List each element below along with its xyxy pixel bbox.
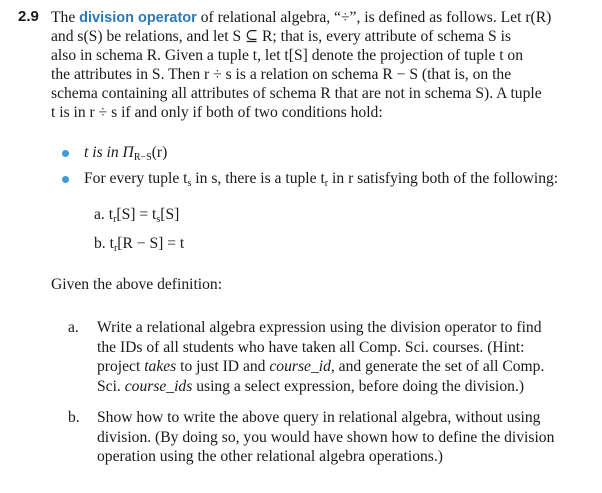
intro-line-5: schema containing all attributes of schema R that are not in schema S). A tuple	[51, 85, 542, 102]
question-a-label: a.	[68, 319, 79, 336]
bullet-1: t is in $\Pi_{R-S}(r)$	[84, 144, 168, 163]
question-a-line-1: Write a relational algebra expression using the division operator to find	[97, 319, 542, 336]
question-a-line-2: the IDs of all students who have taken all Comp. Sci. courses. (Hint:	[97, 338, 525, 356]
question-a-line-3: project takes to just ID and course_id, and generate the set of all Comp.	[97, 358, 545, 375]
intro-line-6: t is in r ÷ s if and only if both of two conditions hold:	[51, 104, 383, 121]
given-line: Given the above definition:	[51, 276, 223, 293]
question-b-label: b.	[68, 409, 80, 426]
intro-line-4: the attributes in S. Then r ÷ s is a relation on schema R − S (that is, on the	[51, 66, 512, 83]
question-b-line-1: Show how to write the above query in relational algebra, without using	[97, 409, 541, 426]
division-operator-term: division operator	[79, 10, 197, 26]
condition-b: b. $t_r[R - S] = t$	[94, 235, 185, 254]
question-b-line-3: operation using the other relational algebra operations.)	[97, 448, 443, 465]
bullet-dot-icon	[62, 176, 69, 183]
bullet-dot-icon	[62, 150, 69, 157]
question-b-line-2: division. (By doing so, you would have shown how to define the division	[97, 428, 555, 446]
problem-number: 2.9	[18, 8, 39, 25]
condition-a: a. $t_r[S] = t_s[S]$	[94, 206, 180, 225]
bullet-2: For every tuple $t_s$ in s, there is a tuple $t_r$ in r satisfying both of the following:	[84, 170, 559, 189]
intro-line-2: and s(S) be relations, and let S ⊆ R; that is, every attribute of schema S is	[51, 28, 511, 45]
question-a-line-4: Sci. course_ids using a select expression, before doing the division.)	[97, 377, 525, 395]
intro-line-3: also in schema R. Given a tuple t, let t[S] denote the projection of tuple t on	[51, 47, 524, 64]
intro-line-1: The division operator of relational algebra, “÷”, is defined as follows. Let r(R)	[51, 9, 552, 26]
